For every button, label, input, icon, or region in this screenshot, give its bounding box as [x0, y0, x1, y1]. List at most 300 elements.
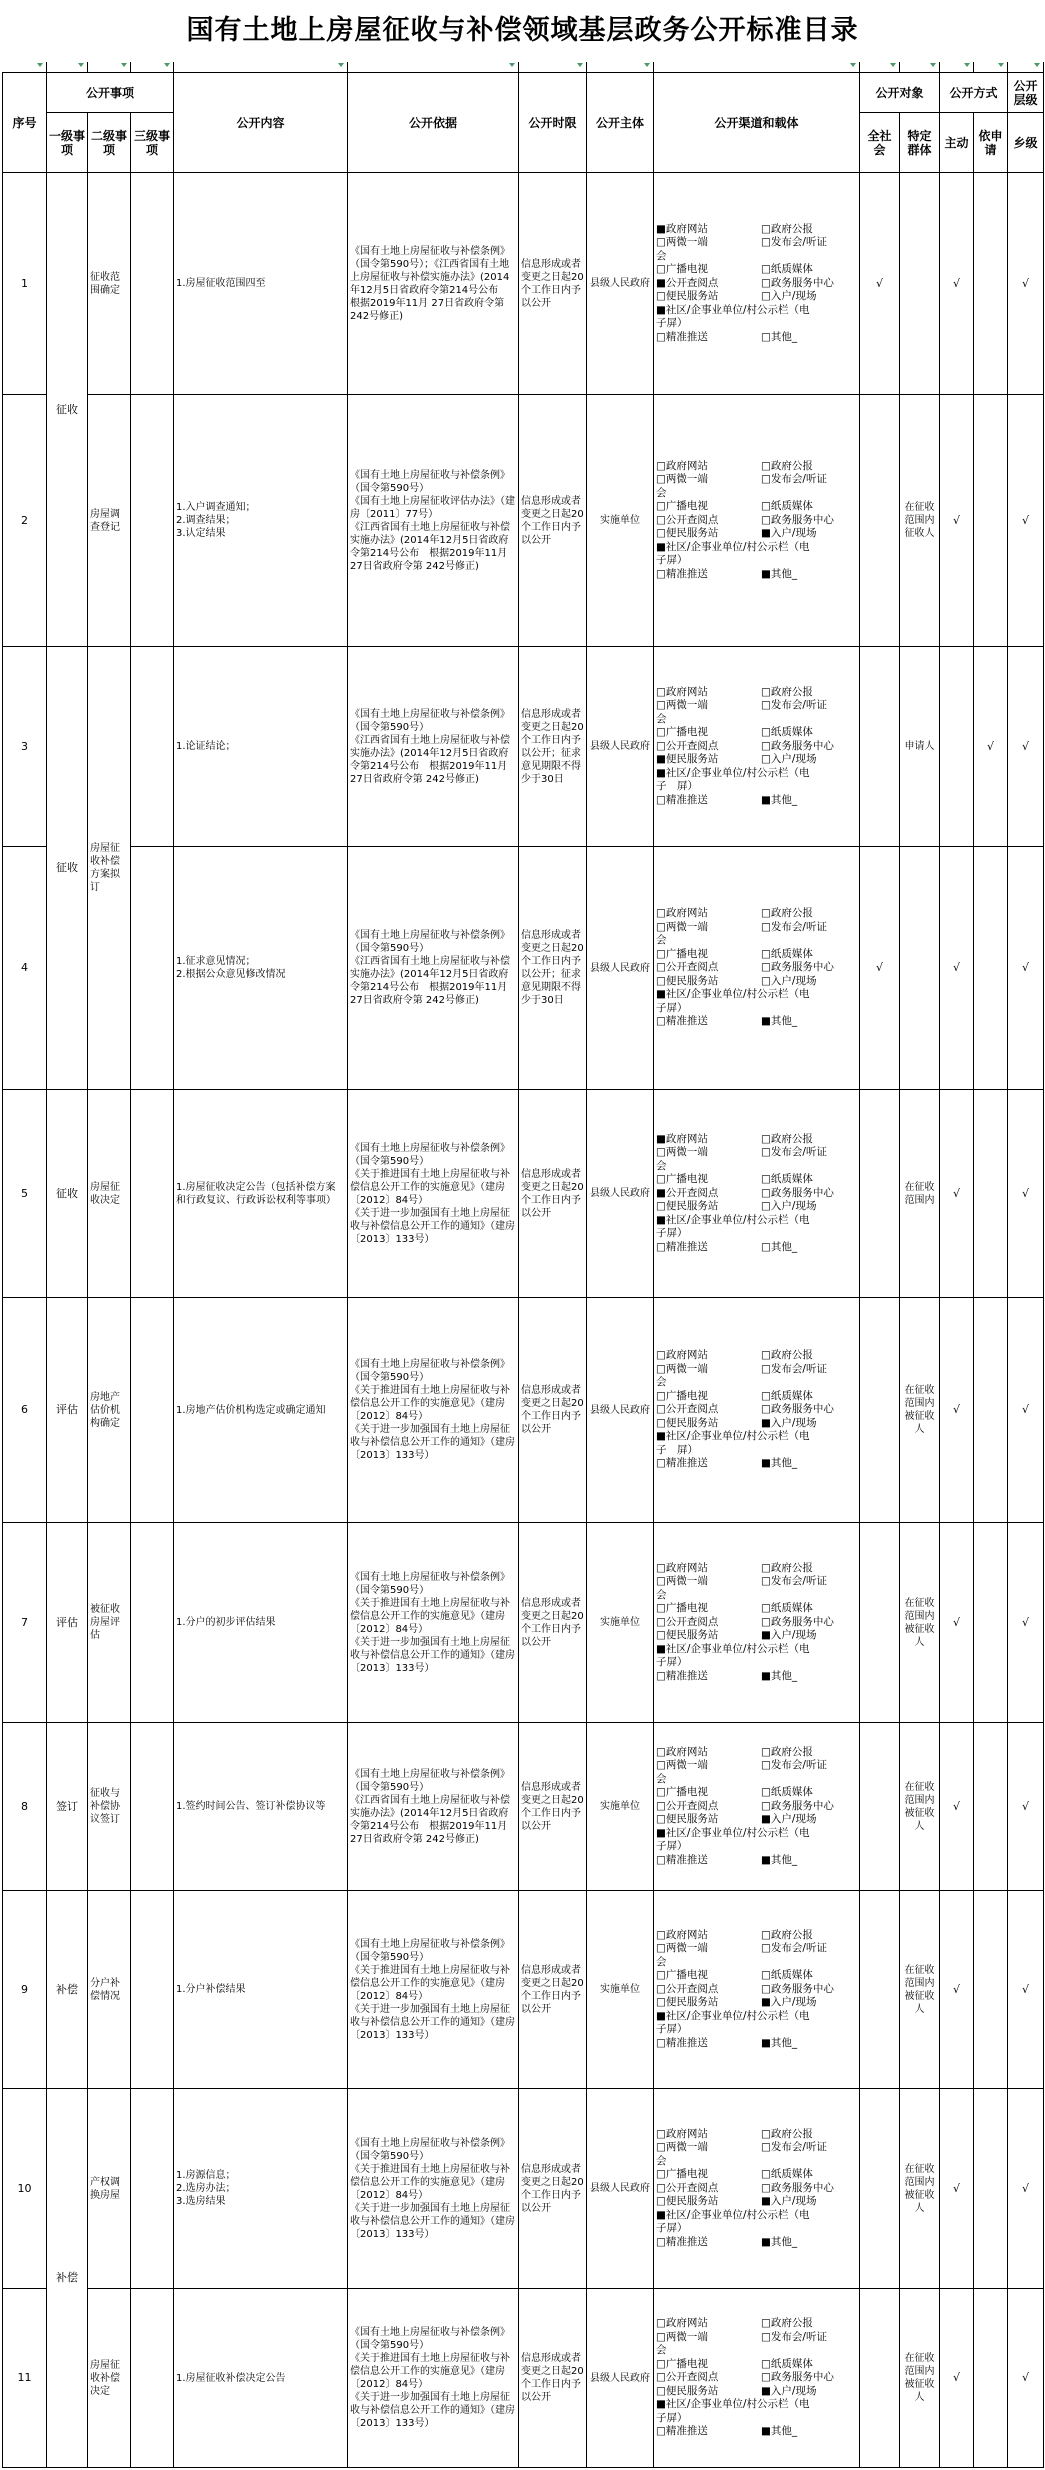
dropdown-arrow-icon — [509, 63, 515, 67]
active-check: √ — [940, 1723, 974, 1891]
channel-cell — [654, 173, 860, 395]
filter-dropdown[interactable] — [974, 62, 1008, 73]
channel-line — [656, 2182, 857, 2196]
filter-dropdown[interactable] — [348, 62, 519, 73]
l3-cell — [131, 1523, 174, 1723]
channel-option: □便民服务站 — [656, 2195, 719, 2208]
filter-dropdown[interactable] — [88, 62, 131, 73]
l2-cell: 被征收房屋评估 — [88, 1523, 131, 1723]
channel-option: □政府网站 — [656, 2127, 708, 2140]
dropdown-arrow-icon — [644, 63, 650, 67]
channel-option: □发布会/听证 — [761, 699, 827, 712]
channel-option: 子屏） — [656, 317, 688, 330]
content-cell: 1.征求意见情况； 2.根据公众意见修改情况 — [174, 847, 348, 1090]
channel-option: □公开查阅点 — [656, 1403, 719, 1416]
channel-option: □便民服务站 — [656, 527, 719, 540]
channel-line — [656, 514, 857, 528]
channel-option: □纸质媒体 — [761, 1173, 813, 1186]
specific-group-cell — [900, 173, 940, 395]
l1-cell: 补偿 — [47, 2089, 88, 2468]
channel-option: □精准推送 — [656, 1015, 708, 1028]
content-cell: 1.分户的初步评估结果 — [174, 1523, 348, 1723]
channel-line — [656, 1575, 857, 1589]
table-row — [3, 1090, 1044, 1298]
channel-line — [656, 1160, 857, 1174]
l3-cell — [131, 847, 174, 1090]
subject-cell: 实施单位 — [587, 1891, 654, 2089]
channel-cell — [654, 1723, 860, 1891]
channel-option: □政府网站 — [656, 1561, 708, 1574]
subject-cell: 县级人民政府 — [587, 2289, 654, 2468]
channel-option: ■社区/企事业单位/村公示栏（电 — [656, 1826, 810, 1839]
channel-option: □精准推送 — [656, 1240, 708, 1253]
channel-option: □两微一端 — [656, 920, 708, 933]
channel-line — [656, 500, 857, 514]
channel-line — [656, 1773, 857, 1787]
channel-line — [656, 2168, 857, 2182]
channel-option: 子屏） — [656, 1840, 688, 1853]
seq-cell: 7 — [3, 1523, 47, 1723]
seq-cell: 6 — [3, 1298, 47, 1523]
time-cell: 信息形成或者变更之日起20个工作日内予以公开；征求意见期限不得少于30日 — [519, 847, 587, 1090]
active-check: √ — [940, 1090, 974, 1298]
channel-line — [656, 907, 857, 921]
channel-option: □其他_ — [761, 1240, 798, 1253]
channel-option: □政府公报 — [761, 907, 813, 920]
channel-line — [656, 1786, 857, 1800]
channel-option: □发布会/听证 — [761, 473, 827, 486]
channel-line — [656, 554, 857, 568]
channel-option: 会 — [656, 934, 667, 947]
channel-line — [656, 2412, 857, 2426]
channel-option: ■其他_ — [761, 1457, 798, 1470]
channel-option: □公开查阅点 — [656, 2371, 719, 2384]
channel-option: 会 — [656, 1772, 667, 1785]
channel-option: □便民服务站 — [656, 974, 719, 987]
l2-cell: 房屋征收决定 — [88, 1090, 131, 1298]
channel-cell — [654, 1891, 860, 2089]
channel-option: 会 — [656, 712, 667, 725]
channel-line — [656, 473, 857, 487]
channel-line — [656, 487, 857, 501]
channel-line — [656, 921, 857, 935]
channel-option: ■其他_ — [761, 2235, 798, 2248]
l1-cell: 评估 — [47, 1523, 88, 1723]
channel-line — [656, 1146, 857, 1160]
channel-option: □两微一端 — [656, 1362, 708, 1375]
channel-line — [656, 740, 857, 754]
channel-option: 子 屏） — [656, 780, 698, 793]
channel-option: ■入户/现场 — [761, 2384, 817, 2397]
channel-option: ■社区/企事业单位/村公示栏（电 — [656, 540, 810, 553]
table-row — [3, 847, 1044, 1090]
l3-cell — [131, 647, 174, 847]
channel-line — [656, 527, 857, 541]
time-cell: 信息形成或者变更之日起20个工作日内予以公开 — [519, 1090, 587, 1298]
channel-option: 子屏） — [656, 554, 688, 567]
time-cell: 信息形成或者变更之日起20个工作日内予以公开 — [519, 2089, 587, 2289]
channel-option: □两微一端 — [656, 1942, 708, 1955]
channel-cell — [654, 395, 860, 647]
channel-option: □政务服务中心 — [761, 2371, 834, 2384]
channel-line — [656, 988, 857, 1002]
channel-option: 会 — [656, 249, 667, 262]
channel-option: □政府公报 — [761, 1745, 813, 1758]
channel-option: □便民服务站 — [656, 1996, 719, 2009]
channel-option: □纸质媒体 — [761, 1389, 813, 1402]
channel-line — [656, 1827, 857, 1841]
channel-option: 子屏） — [656, 2023, 688, 2036]
channel-option: □精准推送 — [656, 1669, 708, 1682]
filter-dropdown[interactable] — [940, 62, 974, 73]
header-basis: 公开依据 — [348, 73, 519, 173]
filter-dropdown[interactable] — [519, 62, 587, 73]
channel-option: ■入户/现场 — [761, 1996, 817, 2009]
header-matter: 公开事项 — [47, 73, 174, 113]
channel-option: □两微一端 — [656, 2141, 708, 2154]
filter-dropdown[interactable] — [1008, 62, 1044, 73]
filter-dropdown[interactable] — [900, 62, 940, 73]
filter-dropdown[interactable] — [654, 62, 860, 73]
channel-line — [656, 1457, 857, 1471]
channel-option: □便民服务站 — [656, 2384, 719, 2397]
channel-line — [656, 1929, 857, 1943]
channel-option: □纸质媒体 — [761, 1786, 813, 1799]
table-row — [3, 1723, 1044, 1891]
channel-line — [656, 1969, 857, 1983]
seq-cell: 4 — [3, 847, 47, 1090]
specific-group-cell: 在征收范围内被征收人 — [900, 1298, 940, 1523]
apply-check — [974, 1723, 1008, 1891]
channel-option: □政务服务中心 — [761, 1799, 834, 1812]
channel-line — [656, 1403, 857, 1417]
table-row — [3, 1298, 1044, 1523]
dropdown-arrow-icon — [998, 63, 1004, 67]
channel-option: ■社区/企事业单位/村公示栏（电 — [656, 2009, 810, 2022]
channel-option: □发布会/听证 — [761, 2330, 827, 2343]
channel-option: □广播电视 — [656, 1389, 708, 1402]
seq-cell: 1 — [3, 173, 47, 395]
channel-option: 会 — [656, 2344, 667, 2357]
channel-line — [656, 1643, 857, 1657]
channel-line — [656, 1746, 857, 1760]
channel-option: 子屏） — [656, 1001, 688, 1014]
channel-option: □公开查阅点 — [656, 513, 719, 526]
channel-line — [656, 2209, 857, 2223]
l2-cell: 房地产估价机构确定 — [88, 1298, 131, 1523]
channel-cell — [654, 2289, 860, 2468]
channel-option: □广播电视 — [656, 2168, 708, 2181]
time-cell: 信息形成或者变更之日起20个工作日内予以公开 — [519, 1523, 587, 1723]
dropdown-arrow-icon — [1034, 63, 1040, 67]
channel-option: □公开查阅点 — [656, 961, 719, 974]
all-society-check — [860, 1891, 900, 2089]
channel-line — [656, 2371, 857, 2385]
l2-cell: 房屋调查登记 — [88, 395, 131, 647]
township-check: √ — [1008, 1090, 1044, 1298]
all-society-check: √ — [860, 173, 900, 395]
header-l3: 三级事项 — [131, 113, 174, 173]
dropdown-arrow-icon — [78, 63, 84, 67]
channel-option: □发布会/听证 — [761, 2141, 827, 2154]
apply-check — [974, 173, 1008, 395]
channel-option: ■其他_ — [761, 2036, 798, 2049]
channel-line — [656, 2037, 857, 2051]
apply-check — [974, 1090, 1008, 1298]
header-apply: 依申请 — [974, 113, 1008, 173]
channel-option: □广播电视 — [656, 1786, 708, 1799]
filter-dropdown[interactable] — [131, 62, 174, 73]
channel-option: □入户/现场 — [761, 1200, 817, 1213]
active-check: √ — [940, 395, 974, 647]
channel-option: 会 — [656, 1955, 667, 1968]
active-check: √ — [940, 1298, 974, 1523]
basis-cell: 《国有土地上房屋征收与补偿条例》（国令第590号） 《江西省国有土地上房屋征收与补偿实施办法》(2014年12月5日省政府令第214号公布 根据2019年11月 27日省政府令第 242号修正) — [348, 1723, 519, 1891]
seq-cell: 10 — [3, 2089, 47, 2289]
all-society-check — [860, 1090, 900, 1298]
l3-cell — [131, 173, 174, 395]
channel-option: □公开查阅点 — [656, 1615, 719, 1628]
time-cell: 信息形成或者变更之日起20个工作日内予以公开 — [519, 173, 587, 395]
channel-option: 会 — [656, 2154, 667, 2167]
channel-line — [656, 975, 857, 989]
channel-option: □广播电视 — [656, 1602, 708, 1615]
channel-option: □政务服务中心 — [761, 276, 834, 289]
seq-cell: 9 — [3, 1891, 47, 2089]
channel-option: □两微一端 — [656, 1759, 708, 1772]
header-active: 主动 — [940, 113, 974, 173]
channel-option: □政务服务中心 — [761, 2181, 834, 2194]
active-check: √ — [940, 1891, 974, 2089]
apply-check — [974, 1298, 1008, 1523]
channel-option: ■入户/现场 — [761, 1416, 817, 1429]
township-check: √ — [1008, 1298, 1044, 1523]
channel-option: □其他_ — [761, 330, 798, 343]
apply-check — [974, 1891, 1008, 2089]
subject-cell: 县级人民政府 — [587, 1298, 654, 1523]
l3-cell — [131, 1298, 174, 1523]
l3-cell — [131, 395, 174, 647]
channel-line — [656, 1363, 857, 1377]
channel-option: □两微一端 — [656, 1575, 708, 1588]
all-society-check — [860, 647, 900, 847]
channel-line — [656, 2344, 857, 2358]
seq-cell: 11 — [3, 2289, 47, 2468]
channel-option: □公开查阅点 — [656, 2181, 719, 2194]
channel-option: □便民服务站 — [656, 290, 719, 303]
l3-cell — [131, 1090, 174, 1298]
channel-line — [656, 1349, 857, 1363]
channel-option: □广播电视 — [656, 500, 708, 513]
table-row — [3, 1523, 1044, 1723]
content-cell: 1.房屋征收决定公告（包括补偿方案和行政复议、行政诉讼权利等事项） — [174, 1090, 348, 1298]
dropdown-arrow-icon — [890, 63, 896, 67]
table-row — [3, 395, 1044, 647]
channel-option: □纸质媒体 — [761, 500, 813, 513]
filter-dropdown[interactable] — [587, 62, 654, 73]
subject-cell: 县级人民政府 — [587, 647, 654, 847]
channel-option: □精准推送 — [656, 1853, 708, 1866]
channel-option: 子 屏） — [656, 1443, 698, 1456]
channel-option: □精准推送 — [656, 793, 708, 806]
channel-line — [656, 1854, 857, 1868]
channel-line — [656, 568, 857, 582]
channel-line — [656, 460, 857, 474]
l3-cell — [131, 2089, 174, 2289]
channel-line — [656, 2317, 857, 2331]
l3-cell — [131, 2289, 174, 2468]
channel-option: □发布会/听证 — [761, 920, 827, 933]
time-cell: 信息形成或者变更之日起20个工作日内予以公开；征求意见期限不得少于30日 — [519, 647, 587, 847]
channel-option: □便民服务站 — [656, 1200, 719, 1213]
content-cell: 1.房地产估价机构选定或确定通知 — [174, 1298, 348, 1523]
channel-line — [656, 1942, 857, 1956]
channel-option: □公开查阅点 — [656, 1799, 719, 1812]
channel-option: ■其他_ — [761, 567, 798, 580]
subject-cell: 实施单位 — [587, 1523, 654, 1723]
header-l2: 二级事项 — [88, 113, 131, 173]
apply-check: √ — [974, 647, 1008, 847]
channel-line — [656, 2195, 857, 2209]
dropdown-arrow-icon — [930, 63, 936, 67]
channel-option: □精准推送 — [656, 2036, 708, 2049]
active-check: √ — [940, 2289, 974, 2468]
table-row — [3, 173, 1044, 395]
specific-group-cell: 在征收范围内 — [900, 1090, 940, 1298]
township-check: √ — [1008, 2289, 1044, 2468]
channel-line — [656, 236, 857, 250]
channel-option: □发布会/听证 — [761, 1146, 827, 1159]
channel-line — [656, 1417, 857, 1431]
channel-line — [656, 2236, 857, 2250]
channel-option: □政府网站 — [656, 1745, 708, 1758]
channel-option: □政府网站 — [656, 685, 708, 698]
channel-line — [656, 1133, 857, 1147]
township-check: √ — [1008, 1891, 1044, 2089]
channel-line — [656, 317, 857, 331]
channel-option: □广播电视 — [656, 1173, 708, 1186]
channel-option: □两微一端 — [656, 699, 708, 712]
channel-option: ■社区/企事业单位/村公示栏（电 — [656, 1642, 810, 1655]
channel-cell — [654, 847, 860, 1090]
filter-dropdown[interactable] — [174, 62, 348, 73]
channel-option: ■便民服务站 — [656, 753, 719, 766]
filter-dropdown[interactable] — [860, 62, 900, 73]
all-society-check — [860, 2289, 900, 2468]
channel-option: ■入户/现场 — [761, 1813, 817, 1826]
channel-option: □政府公报 — [761, 1132, 813, 1145]
township-check: √ — [1008, 1723, 1044, 1891]
channel-line — [656, 277, 857, 291]
basis-cell: 《国有土地上房屋征收与补偿条例》（国令第590号） 《关于推进国有土地上房屋征收与补偿信息公开工作的实施意见》（建房〔2012〕84号） 《关于进一步加强国有土地上房屋征收与补偿信息公开工作的通知》（建房〔2013〕133号） — [348, 2289, 519, 2468]
content-cell: 1.房源信息； 2.选房办法； 3.选房结果 — [174, 2089, 348, 2289]
channel-option: ■公开查阅点 — [656, 1186, 719, 1199]
channel-line — [656, 934, 857, 948]
channel-option: □政府公报 — [761, 2127, 813, 2140]
channel-line — [656, 1390, 857, 1404]
channel-option: □政务服务中心 — [761, 1982, 834, 1995]
channel-option: □精准推送 — [656, 330, 708, 343]
channel-option: □精准推送 — [656, 2425, 708, 2438]
all-society-check — [860, 1723, 900, 1891]
channel-option: ■社区/企事业单位/村公示栏（电 — [656, 303, 810, 316]
channel-cell — [654, 1090, 860, 1298]
table-body — [3, 173, 1044, 2468]
l2-cell: 分户补偿情况 — [88, 1891, 131, 2089]
active-check: √ — [940, 2089, 974, 2289]
basis-cell: 《国有土地上房屋征收与补偿条例》（国令第590号） 《江西省国有土地上房屋征收与补偿实施办法》(2014年12月5日省政府令第214号公布 根据2019年11月 27日省政府令第 242号修正) — [348, 647, 519, 847]
table-row — [3, 2289, 1044, 2468]
channel-option: □政务服务中心 — [761, 739, 834, 752]
channel-option: □广播电视 — [656, 2357, 708, 2370]
channel-line — [656, 541, 857, 555]
channel-option: □精准推送 — [656, 1457, 708, 1470]
channel-line — [656, 753, 857, 767]
seq-cell: 5 — [3, 1090, 47, 1298]
channel-line — [656, 1800, 857, 1814]
channel-line — [656, 2425, 857, 2439]
channel-line — [656, 780, 857, 794]
l2-cell: 征收与补偿协议签订 — [88, 1723, 131, 1891]
channel-option: ■社区/企事业单位/村公示栏（电 — [656, 2208, 810, 2221]
specific-group-cell — [900, 847, 940, 1090]
apply-check — [974, 1523, 1008, 1723]
specific-group-cell: 在征收范围内被征收人 — [900, 1891, 940, 2089]
channel-option: □纸质媒体 — [761, 1602, 813, 1615]
table-row — [3, 1891, 1044, 2089]
all-society-check — [860, 1523, 900, 1723]
l1-cell: 征收 — [47, 173, 88, 647]
header-specific: 特定群体 — [900, 113, 940, 173]
table-row — [3, 647, 1044, 847]
header-l1: 一级事项 — [47, 113, 88, 173]
channel-option: □便民服务站 — [656, 1629, 719, 1642]
header-seq: 序号 — [3, 73, 47, 173]
dropdown-arrow-icon — [577, 63, 583, 67]
channel-line — [656, 1996, 857, 2010]
channel-option: □入户/现场 — [761, 753, 817, 766]
channel-option: ■其他_ — [761, 2425, 798, 2438]
filter-dropdown[interactable] — [47, 62, 88, 73]
channel-option: □入户/现场 — [761, 290, 817, 303]
subject-cell: 县级人民政府 — [587, 2089, 654, 2289]
dropdown-arrow-icon — [964, 63, 970, 67]
header-method: 公开方式 — [940, 73, 1008, 113]
channel-option: □政府网站 — [656, 1928, 708, 1941]
channel-option: 子屏） — [656, 2222, 688, 2235]
channel-option: □两微一端 — [656, 1146, 708, 1159]
channel-option: □政府公报 — [761, 1928, 813, 1941]
content-cell: 1.签约时间公告、签订补偿协议等 — [174, 1723, 348, 1891]
channel-option: □广播电视 — [656, 726, 708, 739]
l2-cell: 房屋征收补偿决定 — [88, 2289, 131, 2468]
channel-option: □发布会/听证 — [761, 1759, 827, 1772]
channel-option: ■政府网站 — [656, 1132, 708, 1145]
channel-option: ■其他_ — [761, 1015, 798, 1028]
channel-option: ■其他_ — [761, 1669, 798, 1682]
channel-option: □两微一端 — [656, 236, 708, 249]
seq-cell: 2 — [3, 395, 47, 647]
channel-option: □公开查阅点 — [656, 739, 719, 752]
l1-cell: 评估 — [47, 1298, 88, 1523]
time-cell: 信息形成或者变更之日起20个工作日内予以公开 — [519, 1891, 587, 2089]
channel-line — [656, 1813, 857, 1827]
filter-row — [3, 62, 1044, 73]
filter-dropdown[interactable] — [3, 62, 47, 73]
basis-cell: 《国有土地上房屋征收与补偿条例》（国令第590号） 《江西省国有土地上房屋征收与补偿实施办法》(2014年12月5日省政府令第214号公布 根据2019年11月 27日省政府令第 242号修正) — [348, 847, 519, 1090]
channel-line — [656, 331, 857, 345]
channel-option: □政府公报 — [761, 1561, 813, 1574]
